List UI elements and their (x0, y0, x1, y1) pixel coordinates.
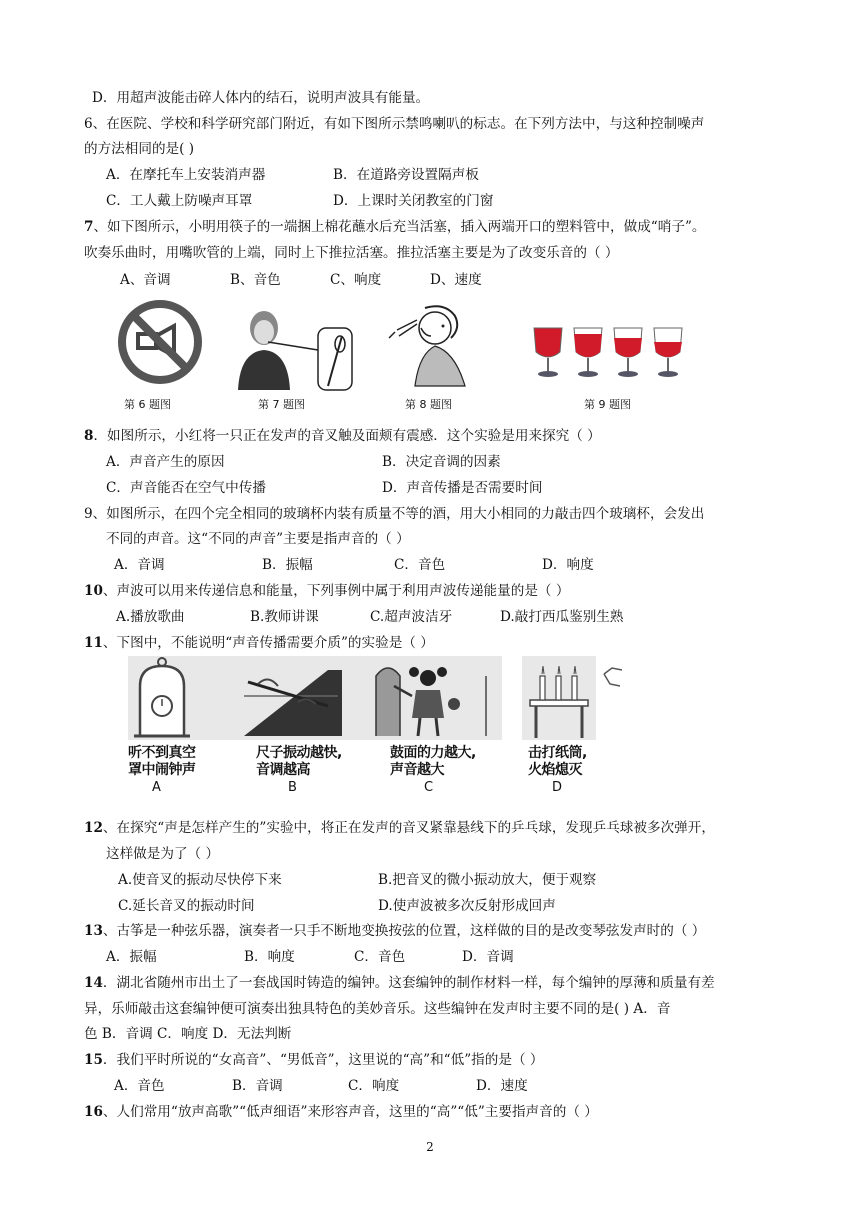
q5-option-d: D．用超声波能击碎人体内的结石，说明声波具有能量。 (92, 90, 430, 106)
question-14-line2: 异，乐师敲击这套编钟便可演奏出独具特色的美妙音乐。这些编钟在发声时主要不同的是( ) A．音 (84, 1001, 671, 1017)
question-9-line2: 不同的声音。这“不同的声音”主要是指声音的（ ） (106, 531, 410, 547)
q11-d-label-line2: 火焰熄灭 (528, 762, 582, 778)
question-15-line1: 15．我们平时所说的“女高音”、“男低音”，这里说的“高”和“低”指的是（ ） (84, 1052, 544, 1068)
figure-8-caption: 第 8 题图 (405, 398, 452, 411)
question-8-line1: 8．如图所示，小红将一只正在发声的音叉触及面颊有震感．这个实验是用来探究（ ） (84, 428, 601, 444)
q9-option-c: C．音色 (394, 557, 446, 573)
q11-a-label-line1: 听不到真空 (128, 745, 196, 761)
q12-option-c: C.延长音叉的振动时间 (118, 898, 255, 914)
question-10-line1: 10、声波可以用来传递信息和能量，下列事例中属于利用声波传递能量的是（ ） (84, 583, 570, 599)
q11-c-label-line1: 鼓面的力越大, (390, 745, 476, 761)
q15-option-b: B．音调 (232, 1078, 283, 1094)
boy-blowing-whistle-figure (230, 302, 360, 392)
q7-option-c: C、响度 (330, 272, 382, 288)
page-number: 2 (426, 1140, 434, 1154)
q7-option-b: B、音色 (230, 272, 281, 288)
q10-option-b: B.教师讲课 (250, 609, 319, 625)
figure-7-caption: 第 7 题图 (258, 398, 305, 411)
question-7-line2: 吹奏乐曲时，用嘴吹管的上端，同时上下推拉活塞。推拉活塞主要是为了改变乐音的（ ） (84, 245, 619, 261)
q8-option-c: C．声音能否在空气中传播 (106, 480, 266, 496)
q11-c-label-line2: 声音越大 (390, 762, 444, 778)
q11-d-label-line1: 击打纸筒, (528, 745, 587, 761)
question-7-line1: 7、如下图所示，小明用筷子的一端捆上棉花蘸水后充当活塞，插入两端开口的塑料管中，做成“哨子”。 (84, 219, 706, 235)
sound-experiments-figure (128, 656, 502, 740)
question-13-line1: 13、古筝是一种弦乐器，演奏者一只手不断地变换按弦的位置，这样做的目的是改变琴弦发声时的（ ） (84, 923, 706, 939)
q11-b-label-line1: 尺子振动越快, (256, 745, 342, 761)
q11-a-letter: A (152, 780, 161, 795)
q6-option-a: A．在摩托车上安装消声器 (106, 167, 266, 183)
q8-option-b: B．决定音调的因素 (382, 454, 501, 470)
q11-c-letter: C (424, 780, 434, 795)
question-12-line1: 12、在探究“声是怎样产生的”实验中，将正在发声的音叉紧靠悬线下的乒乓球，发现乒乓球被多次弹开， (84, 820, 715, 836)
figure-6-caption: 第 6 题图 (124, 398, 171, 411)
q9-option-d: D．响度 (542, 557, 594, 573)
question-9-line1: 9、如图所示，在四个完全相同的玻璃杯内装有质量不等的酒，用大小相同的力敲击四个玻璃杯，会发出 (84, 506, 705, 522)
q8-option-a: A．声音产生的原因 (106, 454, 225, 470)
question-11-line1: 11、下图中，不能说明“声音传播需要介质”的实验是（ ） (84, 635, 434, 651)
girl-tuning-fork-figure (385, 298, 475, 390)
q10-option-d: D.敲打西瓜鉴别生熟 (500, 609, 624, 625)
q10-option-a: A.播放歌曲 (116, 609, 185, 625)
q10-option-c: C.超声波洁牙 (370, 609, 453, 625)
q11-b-letter: B (288, 780, 297, 795)
q12-option-d: D.使声波被多次反射形成回声 (378, 898, 556, 914)
question-6-line2: 的方法相同的是( ) (84, 141, 195, 157)
q15-option-a: A．音色 (114, 1078, 165, 1094)
q13-option-b: B．响度 (244, 949, 295, 965)
q12-option-a: A.使音叉的振动尽快停下来 (118, 872, 282, 888)
candles-paper-tube-figure (522, 656, 626, 740)
question-14-line3: 色 B．音调 C．响度 D．无法判断 (84, 1026, 292, 1042)
q6-option-c: C．工人戴上防噪声耳罩 (106, 193, 253, 209)
q7-option-d: D、速度 (430, 272, 482, 288)
q7-option-a: A、音调 (120, 272, 171, 288)
q13-option-c: C．音色 (354, 949, 406, 965)
q6-option-d: D．上课时关闭教室的门窗 (333, 193, 494, 209)
question-16-line1: 16、人们常用“放声高歌”“低声细语”来形容声音，这里的“高”“低”主要指声音的（ ） (84, 1104, 598, 1120)
question-6-line1: 6、在医院、学校和科学研究部门附近，有如下图所示禁鸣喇叭的标志。在下列方法中，与这种控制噪声 (84, 116, 705, 132)
question-14-line1: 14．湖北省随州市出土了一套战国时铸造的编钟。这套编钟的制作材料一样，每个编钟的厚薄和质量有差 (84, 975, 715, 991)
q15-option-d: D．速度 (476, 1078, 528, 1094)
q11-b-label-line2: 音调越高 (256, 762, 310, 778)
q8-option-d: D．声音传播是否需要时间 (382, 480, 543, 496)
q13-option-a: A．振幅 (106, 949, 157, 965)
q11-a-label-line2: 罩中闹钟声 (128, 762, 196, 778)
question-12-line2: 这样做是为了（ ） (106, 846, 220, 862)
no-horn-sign-icon (116, 298, 204, 386)
q12-option-b: B.把音叉的微小振动放大，便于观察 (378, 872, 597, 888)
q15-option-c: C．响度 (348, 1078, 400, 1094)
q11-d-letter: D (552, 780, 563, 795)
q9-option-b: B．振幅 (262, 557, 313, 573)
q6-option-b: B．在道路旁设置隔声板 (333, 167, 479, 183)
figure-9-caption: 第 9 题图 (584, 398, 631, 411)
q9-option-a: A．音调 (114, 557, 165, 573)
q13-option-d: D．音调 (462, 949, 514, 965)
four-wine-glasses-figure (530, 322, 690, 380)
